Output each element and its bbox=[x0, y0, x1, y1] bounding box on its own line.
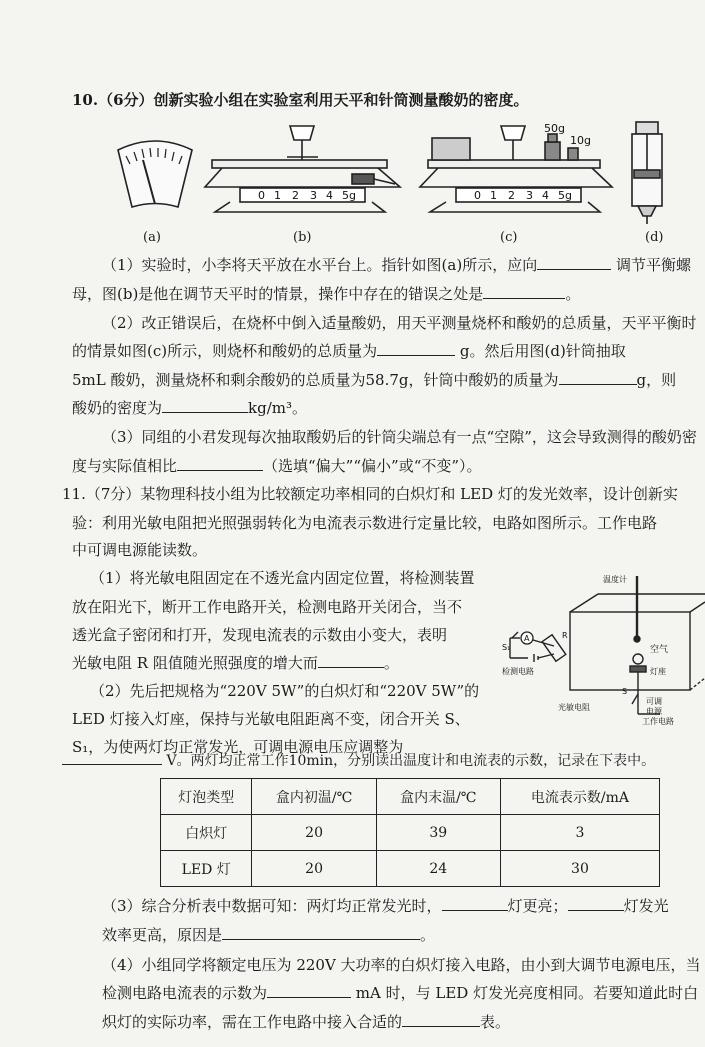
fig-label-a: (a) bbox=[143, 230, 161, 245]
q10-part2-line4: 酸奶的密度为 kg/m³。 bbox=[72, 399, 307, 417]
answer-blank[interactable] bbox=[559, 370, 637, 385]
syringe-figure-d bbox=[632, 122, 662, 224]
q10-part3-line2: 度与实际值相比 （选填“偏大”“偏小”或“不变”）。 bbox=[72, 457, 482, 475]
q11-part4-line3: 炽灯的实际功率，需在工作电路中接入合适的 表。 bbox=[102, 1013, 511, 1031]
tick: 1 bbox=[490, 189, 497, 202]
fig-label-c: (c) bbox=[500, 230, 518, 245]
answer-blank[interactable] bbox=[483, 284, 565, 299]
q10-part1-line1: （1）实验时，小李将天平放在水平台上。指针如图(a)所示，应向 调节平衡螺 bbox=[102, 256, 691, 274]
table-cell: 39 bbox=[376, 815, 500, 851]
q11-intro-line3: 中可调电源能读数。 bbox=[72, 541, 208, 559]
q11-part2-line3: S₁，为使两灯均正常发光，可调电源电压应调整为 bbox=[72, 738, 404, 756]
answer-blank[interactable] bbox=[537, 255, 611, 270]
q11-part2-line4: V。两灯均正常工作10min，分别读出温度计和电流表的示数，记录在下表中。 bbox=[62, 750, 655, 771]
q10-figures bbox=[0, 112, 705, 247]
tick: 3 bbox=[526, 189, 533, 202]
q11-part3-line1: （3）综合分析表中数据可知：两灯均正常发光时， 灯更亮； 灯发光 bbox=[102, 897, 669, 915]
answer-blank[interactable] bbox=[62, 750, 162, 765]
tick: 5g bbox=[558, 189, 572, 202]
ammeter-label: A bbox=[524, 634, 530, 643]
air-label: 空气 bbox=[650, 645, 669, 655]
tick: 4 bbox=[326, 189, 333, 202]
q10-part1-line2: 母，图(b)是他在调节天平时的情景，操作中存在的错误之处是 。 bbox=[72, 285, 581, 303]
table-header-row bbox=[161, 779, 660, 815]
detect-circuit-label: 检测电路 bbox=[502, 667, 534, 676]
tick: 2 bbox=[292, 189, 299, 202]
q11-part1-line4: 光敏电阻 R 阻值随光照强度的增大而 。 bbox=[72, 654, 399, 672]
q11-part2-line1: （2）先后把规格为“220V 5W”的白炽灯和“220V 5W”的 bbox=[90, 682, 480, 700]
table-header-cell: 电流表示数/mA bbox=[500, 779, 659, 815]
tick: 1 bbox=[274, 189, 281, 202]
answer-blank[interactable] bbox=[267, 983, 351, 998]
photoresistor-label: 光敏电阻 bbox=[558, 703, 590, 712]
resistor-r-label: R bbox=[562, 631, 568, 640]
adjustable-label: 可调 bbox=[646, 697, 662, 706]
tick: 0 bbox=[258, 189, 265, 202]
tick: 5g bbox=[342, 189, 356, 202]
q11-intro-line1: 11.（7分）某物理科技小组为比较额定功率相同的白炽灯和 LED 灯的发光效率，设计创新实 bbox=[62, 485, 678, 503]
answer-blank[interactable] bbox=[318, 653, 384, 668]
answer-blank[interactable] bbox=[442, 896, 508, 911]
tick: 2 bbox=[508, 189, 515, 202]
table-cell: 20 bbox=[252, 815, 376, 851]
answer-blank[interactable] bbox=[568, 896, 624, 911]
switch-s-label: S bbox=[622, 687, 628, 696]
table-row bbox=[161, 851, 660, 887]
answer-blank[interactable] bbox=[222, 925, 420, 940]
dial-figure-a bbox=[118, 141, 192, 207]
q11-part4-line1: （4）小组同学将额定电压为 220V 大功率的白炽灯接入电路，由小到大调节电源电压，当 bbox=[102, 956, 701, 974]
table-header-cell: 盒内末温/℃ bbox=[376, 779, 500, 815]
data-table bbox=[160, 778, 660, 887]
q10-part3-line1: （3）同组的小君发现每次抽取酸奶后的针筒尖端总有一点“空隙”，这会导致测得的酸奶密 bbox=[102, 428, 697, 446]
answer-blank[interactable] bbox=[177, 456, 263, 471]
table-header-cell: 灯泡类型 bbox=[161, 779, 252, 815]
table-cell: LED 灯 bbox=[161, 851, 252, 887]
table-header-cell: 盒内初温/℃ bbox=[252, 779, 376, 815]
q10-part2-line1: （2）改正错误后，在烧杯中倒入适量酸奶，用天平测量烧杯和酸奶的总质量，天平平衡时 bbox=[102, 314, 697, 332]
q11-part1-line2: 放在阳光下，断开工作电路开关，检测电路开关闭合，当不 bbox=[72, 598, 463, 616]
table-cell: 24 bbox=[376, 851, 500, 887]
table-cell: 3 bbox=[500, 815, 659, 851]
socket-label: 灯座 bbox=[650, 667, 666, 676]
circuit-diagram bbox=[500, 566, 705, 736]
work-circuit-label: 工作电路 bbox=[642, 717, 674, 726]
q11-intro-line2: 验：利用光敏电阻把光照强弱转化为电流表示数进行定量比较，电路如图所示。工作电路 bbox=[72, 514, 658, 532]
fig-label-b: (b) bbox=[293, 230, 312, 245]
q11-part3-line2: 效率更高，原因是 。 bbox=[102, 926, 436, 944]
answer-blank[interactable] bbox=[402, 1012, 480, 1027]
tick: 0 bbox=[474, 189, 481, 202]
answer-blank[interactable] bbox=[377, 341, 455, 356]
q11-part2-line2: LED 灯接入灯座，保持与光敏电阻距离不变，闭合开关 S、 bbox=[72, 710, 470, 728]
switch-s1-label: S₁ bbox=[502, 643, 511, 652]
table-cell: 30 bbox=[500, 851, 659, 887]
fig-label-d: (d) bbox=[645, 230, 664, 245]
balance-figure-b bbox=[205, 126, 400, 212]
answer-blank[interactable] bbox=[162, 398, 248, 413]
table-cell: 白炽灯 bbox=[161, 815, 252, 851]
table-row bbox=[161, 815, 660, 851]
power-label: 电源 bbox=[646, 707, 662, 716]
q11-part4-line2: 检测电路电流表的示数为 mA 时，与 LED 灯发光亮度相同。若要知道此时白 bbox=[102, 984, 699, 1002]
q11-part1-line1: （1）将光敏电阻固定在不透光盒内固定位置，将检测装置 bbox=[90, 569, 475, 587]
q10-part2-line3: 5mL 酸奶，测量烧杯和剩余酸奶的总质量为58.7g，针筒中酸奶的质量为 g，则 bbox=[72, 371, 677, 389]
tick: 4 bbox=[542, 189, 549, 202]
weight-10g-label: 10g bbox=[570, 134, 591, 147]
q10-part2-line2: 的情景如图(c)所示，则烧杯和酸奶的总质量为 g。然后用图(d)针筒抽取 bbox=[72, 342, 626, 360]
q11-part1-line3: 透光盒子密闭和打开，发现电流表的示数由小变大，表明 bbox=[72, 626, 448, 644]
q10-title: 10.（6分）创新实验小组在实验室利用天平和针筒测量酸奶的密度。 bbox=[72, 91, 529, 109]
tick: 3 bbox=[310, 189, 317, 202]
table-cell: 20 bbox=[252, 851, 376, 887]
weight-50g-label: 50g bbox=[544, 122, 565, 135]
thermometer-label: 温度计 bbox=[603, 575, 627, 584]
